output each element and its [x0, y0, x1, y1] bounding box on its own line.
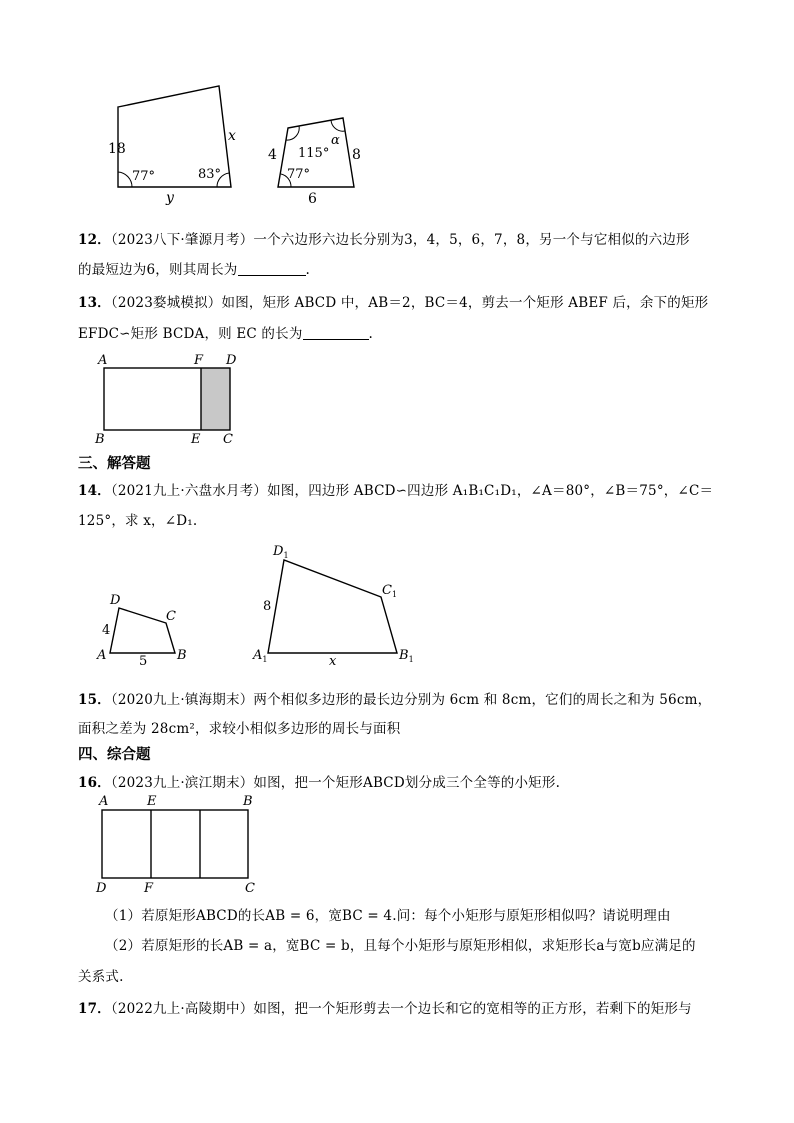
point-label-b-16: B — [243, 794, 253, 809]
side-label-8: 8 — [352, 147, 361, 163]
side-label-6: 6 — [308, 191, 317, 207]
q17-line1 — [78, 997, 692, 1017]
q16-part2 — [105, 934, 696, 954]
q16-part2-line2 — [78, 965, 124, 985]
point-label-c-16: C — [245, 881, 255, 896]
figure-rectangle-abcd — [90, 350, 250, 450]
rectangle-abcd-outer — [102, 810, 248, 878]
side-label-5-small: 5 — [139, 654, 148, 669]
q16-part2-text: （2）若原矩形的长AB = a，宽BC = b，且每个小矩形与原矩形相似，求矩形长a与宽b应满足的 — [105, 938, 696, 954]
point-label-c-small: C — [166, 609, 176, 624]
section-heading-4: 四、综合题 — [78, 747, 151, 763]
q13-answer-blank[interactable] — [303, 327, 369, 340]
q17-source: （2022九上·高陵期中） — [110, 1001, 254, 1017]
q16-part2-text-2: 关系式. — [78, 969, 124, 985]
q12-number: 12． — [78, 232, 111, 248]
point-label-f-16: F — [144, 881, 154, 896]
q13-line1 — [78, 291, 708, 311]
q15-text: 两个相似多边形的最长边分别为 6cm 和 8cm，它们的周长之和为 56cm， — [253, 692, 712, 708]
point-label-e: E — [191, 432, 201, 447]
point-label-b1: $B_1$ — [399, 648, 414, 664]
side-label-8-large: 8 — [263, 599, 272, 614]
q16-number: 16． — [78, 775, 111, 791]
q14-line2 — [78, 509, 197, 529]
angle-arc-left — [118, 172, 132, 187]
q16-text: 如图，把一个矩形ABCD划分成三个全等的小矩形. — [253, 775, 561, 791]
side-label-y: y — [166, 190, 174, 206]
point-label-c1: $C_1$ — [382, 583, 398, 599]
q16-source: （2023九上·滨江期末） — [110, 775, 254, 791]
point-label-b: B — [95, 432, 105, 447]
q17-number: 17． — [78, 1001, 111, 1017]
point-label-a-16: A — [99, 794, 109, 809]
q12-end: . — [305, 262, 310, 278]
q15-line2 — [78, 717, 400, 737]
q13-number: 13． — [78, 295, 111, 311]
q16-part1 — [105, 904, 671, 924]
q13-text: 如图，矩形 ABCD 中，AB＝2，BC＝4，剪去一个矩形 ABEF 后，余下的矩形 — [221, 295, 709, 311]
side-label-4-small: 4 — [102, 623, 111, 638]
q14-text: 如图，四边形 ABCD∽四边形 A₁B₁C₁D₁，∠A＝80°，∠B＝75°，∠C＝ — [267, 483, 714, 499]
figure-three-rectangles — [90, 792, 270, 900]
q14-text-2: 125°，求 x，∠D₁. — [78, 513, 198, 529]
angle-label-77-right: 77° — [287, 167, 311, 182]
angle-label-83: 83° — [198, 167, 222, 182]
point-label-a: A — [98, 353, 108, 368]
q16-part1-text: （1）若原矩形ABCD的长AB = 6，宽BC = 4.问：每个小矩形与原矩形相似吗？请说明理由 — [105, 908, 671, 924]
q16-line1 — [78, 771, 560, 791]
point-label-e-16: E — [147, 794, 157, 809]
q17-text: 如图，把一个矩形剪去一个边长和它的宽相等的正方形，若剩下的矩形与 — [253, 1001, 692, 1017]
side-label-4: 4 — [268, 147, 277, 163]
q12-answer-blank[interactable] — [238, 263, 306, 276]
q14-line1 — [78, 479, 713, 499]
q15-source: （2020九上·镇海期末） — [110, 692, 254, 708]
angle-label-115: 115° — [298, 146, 330, 161]
q14-source: （2021九上·六盘水月考） — [110, 483, 268, 499]
side-label-x: x — [228, 128, 236, 144]
q15-text-2: 面积之差为 28cm²，求较小相似多边形的周长与面积 — [78, 721, 401, 737]
q13-end: . — [368, 326, 374, 342]
q13-text-2: EFDC∽矩形 BCDA，则 EC 的长为 — [78, 326, 303, 342]
side-label-x-large: x — [329, 654, 337, 669]
angle-label-77-left: 77° — [132, 169, 156, 184]
section-heading-3: 三、解答题 — [78, 456, 151, 472]
point-label-a1: $A_1$ — [253, 648, 268, 664]
figure-similar-quadrilaterals — [100, 80, 380, 210]
point-label-b-small: B — [177, 648, 187, 663]
q13-line2 — [78, 322, 373, 342]
point-label-a-small: A — [97, 648, 107, 663]
q12-source: （2023八下·肇源月考） — [110, 232, 254, 248]
angle-label-alpha: α — [331, 133, 340, 148]
q15-line1 — [78, 688, 711, 708]
q12-line2 — [78, 258, 310, 278]
shaded-rectangle-efdc — [201, 368, 230, 430]
point-label-f: F — [194, 353, 204, 368]
q12-line1 — [78, 228, 690, 248]
q12-text-2: 的最短边为6，则其周长为 — [78, 262, 238, 278]
quadrilateral-a1b1c1d1-large — [268, 560, 397, 653]
figure-similar-quadrilaterals-abcd — [90, 540, 430, 670]
point-label-d-16: D — [96, 881, 107, 896]
point-label-d-small: D — [110, 593, 121, 608]
q14-number: 14． — [78, 483, 111, 499]
q15-number: 15． — [78, 692, 111, 708]
side-label-18: 18 — [108, 141, 126, 157]
q12-text: 一个六边形六边长分别为3，4，5，6，7，8，另一个与它相似的六边形 — [253, 232, 690, 248]
point-label-d1: $D_1$ — [273, 544, 289, 560]
q13-source: （2023婺城模拟） — [110, 295, 222, 311]
point-label-d: D — [226, 353, 237, 368]
point-label-c: C — [223, 432, 233, 447]
